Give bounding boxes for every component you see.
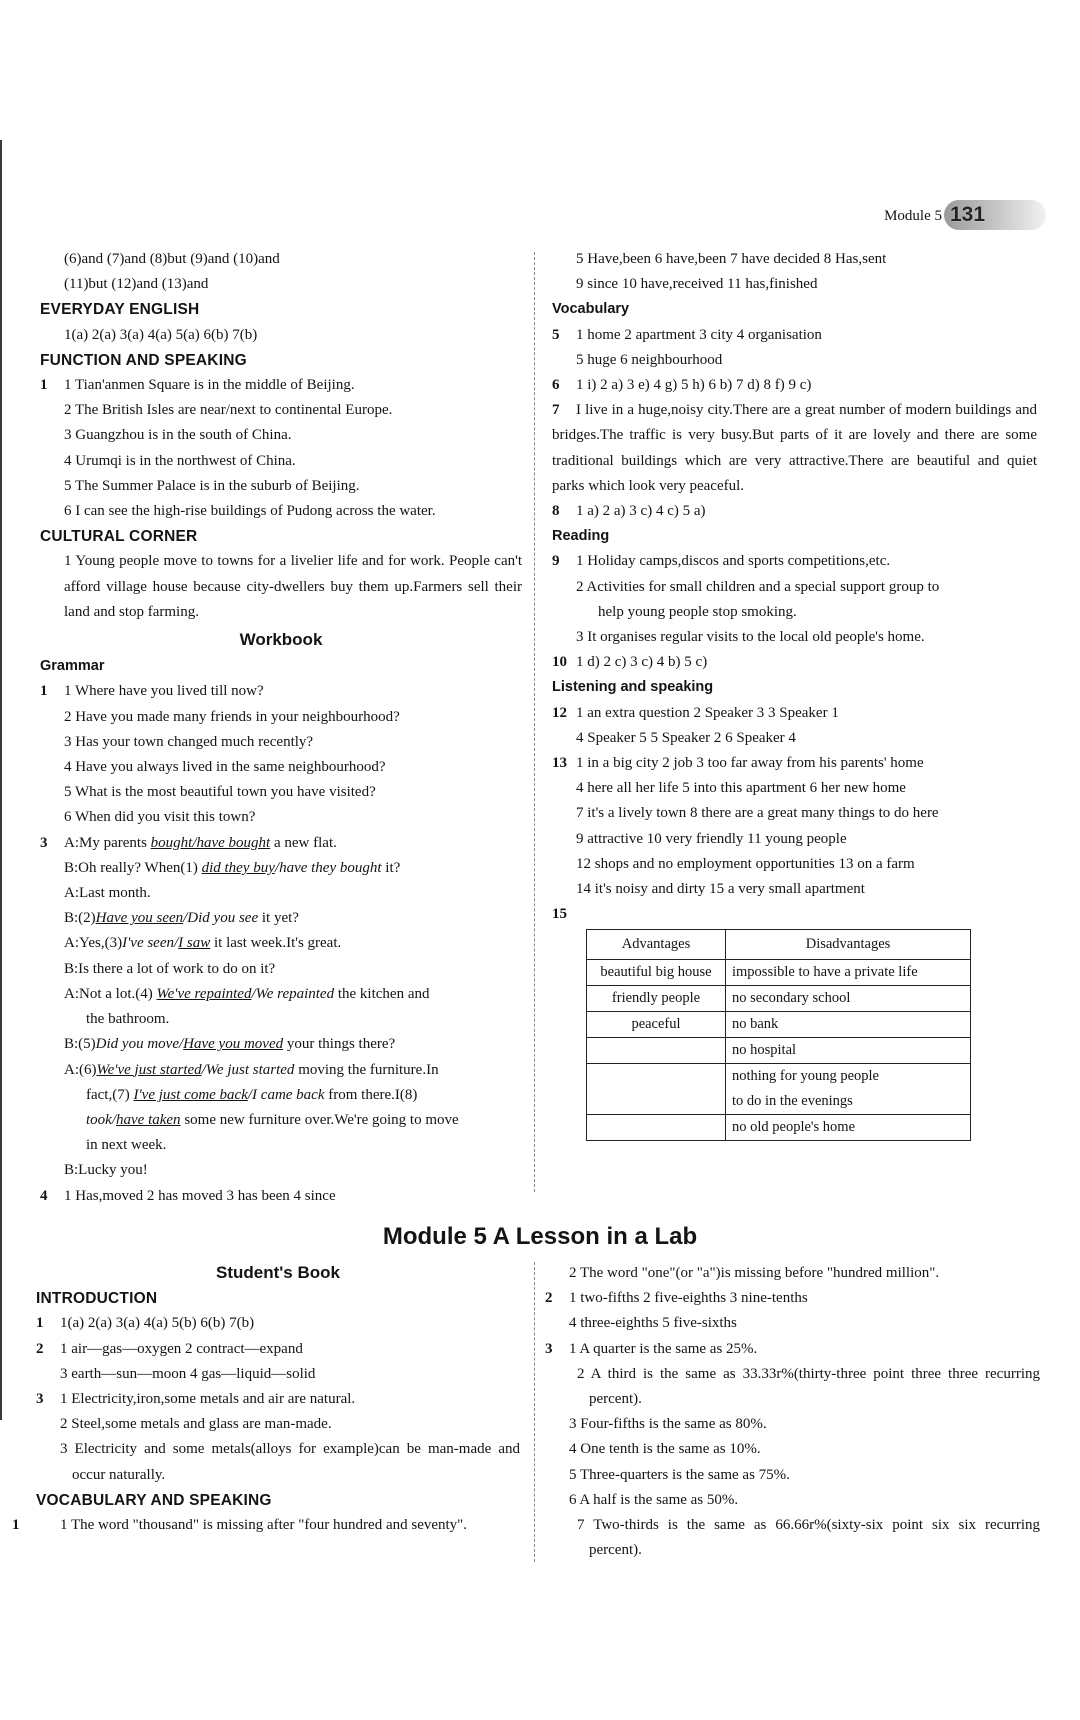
list-item: 2 Have you made many friends in your neighbourhood? bbox=[64, 708, 400, 725]
table-row bbox=[587, 986, 971, 1012]
list-item: 3 It organises regular visits to the local old people's home. bbox=[576, 629, 925, 646]
list-item: 3 earth—sun—moon 4 gas—liquid—solid bbox=[60, 1365, 316, 1382]
table-header-row bbox=[587, 930, 971, 960]
list-item: 2 Steel,some metals and glass are man-made. bbox=[60, 1416, 332, 1433]
list-item: 3 Four-fifths is the same as 80%. bbox=[569, 1416, 767, 1433]
table-cell: peaceful bbox=[587, 1012, 726, 1038]
grammar-continued-line: 9 since 10 have,received 11 has,finished bbox=[576, 276, 818, 293]
dialogue-line: in next week. bbox=[86, 1137, 167, 1154]
table-cell: no bank bbox=[726, 1012, 971, 1038]
table-cell: to do in the evenings bbox=[726, 1089, 971, 1115]
section-heading-vocabulary-speaking: VOCABULARY AND SPEAKING bbox=[36, 1491, 272, 1509]
dialogue-line: A:Last month. bbox=[64, 885, 151, 902]
page-number: 131 bbox=[950, 203, 986, 226]
question-number: 8 bbox=[552, 503, 560, 520]
dialogue-line: A:(6)We've just started/We just started moving the furniture.In bbox=[64, 1061, 439, 1078]
question-number: 15 bbox=[552, 906, 567, 923]
table-cell: impossible to have a private life bbox=[726, 960, 971, 986]
question-number: 3 bbox=[545, 1340, 553, 1357]
list-item: 2 The British Isles are near/next to continental Europe. bbox=[64, 402, 393, 419]
table-cell: beautiful big house bbox=[587, 960, 726, 986]
section-heading-reading: Reading bbox=[552, 528, 610, 545]
list-item: 3 1 Electricity,iron,some metals and air are natural. bbox=[36, 1387, 520, 1412]
question-number: 1 bbox=[36, 1315, 44, 1332]
question-number: 5 bbox=[552, 326, 560, 343]
list-item: 5 Three-quarters is the same as 75%. bbox=[569, 1466, 790, 1483]
list-item: 10 1 d) 2 c) 3 c) 4 b) 5 c) bbox=[552, 650, 1037, 675]
table-cell: no secondary school bbox=[726, 986, 971, 1012]
list-item: 2 A third is the same as 33.33r%(thirty-three point three three recurring percent). bbox=[577, 1365, 1040, 1408]
dialogue-line: B:Is there a lot of work to do on it? bbox=[64, 960, 276, 977]
table-row bbox=[587, 1012, 971, 1038]
list-item: 5 huge 6 neighbourhood bbox=[576, 351, 723, 368]
dialogue-line: A:Yes,(3)I've seen/I saw it last week.It's great. bbox=[64, 935, 342, 952]
question-number: 6 bbox=[552, 377, 560, 394]
dialogue-line: B:Lucky you! bbox=[64, 1162, 148, 1179]
students-book-title: Student's Book bbox=[216, 1263, 340, 1282]
column-divider bbox=[534, 252, 535, 1192]
table-cell bbox=[587, 1115, 726, 1141]
dialogue-line: fact,(7) I've just come back/I came back from there.I(8) bbox=[86, 1086, 418, 1103]
list-item: 2 The word "one"(or "a")is missing before "hundred million". bbox=[569, 1265, 940, 1281]
list-item: 4 here all her life 5 into this apartment 6 her new home bbox=[576, 780, 906, 797]
question-number: 3 bbox=[36, 1391, 44, 1408]
dialogue-line: 3 A:My parents bought/have bought a new flat. bbox=[40, 831, 522, 856]
section-heading-cultural-corner: CULTURAL CORNER bbox=[40, 528, 198, 546]
section-heading-listening: Listening and speaking bbox=[552, 679, 714, 696]
list-item: 12 shops and no employment opportunities 13 on a farm bbox=[576, 855, 915, 872]
list-item: 13 1 in a big city 2 job 3 too far away from his parents' home bbox=[552, 751, 1037, 776]
list-item: 4 Urumqi is in the northwest of China. bbox=[64, 452, 296, 469]
list-item: 2 Activities for small children and a special support group to bbox=[576, 578, 940, 595]
list-item: 2 1 air—gas—oxygen 2 contract—expand bbox=[36, 1337, 520, 1362]
table-row bbox=[587, 1038, 971, 1064]
table-row bbox=[587, 960, 971, 986]
section-heading-introduction: INTRODUCTION bbox=[36, 1290, 158, 1308]
list-item: 5 The Summer Palace is in the suburb of Beijing. bbox=[64, 477, 360, 494]
question-number: 3 bbox=[40, 834, 48, 851]
list-item: 1 1(a) 2(a) 3(a) 4(a) 5(b) 6(b) 7(b) bbox=[36, 1311, 520, 1336]
list-item: 6 1 i) 2 a) 3 e) 4 g) 5 h) 6 b) 7 d) 8 f) 9 c) bbox=[552, 373, 1037, 398]
list-item: 9 1 Holiday camps,discos and sports competitions,etc. bbox=[552, 549, 1037, 574]
table-cell: nothing for young people bbox=[726, 1064, 971, 1090]
dialogue-line: took/have taken some new furniture over.We're going to move bbox=[86, 1111, 459, 1128]
list-item: 3 Electricity and some metals(alloys for example)can be man-made and occur naturally. bbox=[60, 1441, 520, 1483]
dialogue-line: B:Oh really? When(1) did they buy/have they bought it? bbox=[64, 859, 401, 876]
module5-left-column bbox=[12, 1260, 520, 1538]
list-item: 2 1 two-fifths 2 five-eighths 3 nine-tenths bbox=[545, 1286, 1040, 1311]
question-number: 4 bbox=[40, 1187, 48, 1204]
list-item: 4 Have you always lived in the same neighbourhood? bbox=[64, 759, 386, 776]
carryover-line: (11)but (12)and (13)and bbox=[64, 276, 209, 293]
question-number: 13 bbox=[552, 755, 567, 772]
list-item: 14 it's noisy and dirty 15 a very small apartment bbox=[576, 881, 865, 898]
question-number: 1 bbox=[40, 377, 48, 394]
list-item: 6 When did you visit this town? bbox=[64, 809, 256, 826]
module5-right-column bbox=[545, 1261, 1040, 1563]
list-item: 7 Two-thirds is the same as 66.66r%(sixty-six point six six recurring percent). bbox=[577, 1517, 1040, 1559]
page-header bbox=[750, 200, 1080, 234]
list-item: 4 three-eighths 5 five-sixths bbox=[569, 1315, 737, 1332]
section-heading-vocabulary: Vocabulary bbox=[552, 301, 630, 318]
dialogue-line: B:(2)Have you seen/Did you see it yet? bbox=[64, 910, 299, 927]
section-heading-everyday-english: EVERYDAY ENGLISH bbox=[40, 301, 200, 319]
column-header-advantages: Advantages bbox=[587, 930, 726, 960]
table-row bbox=[587, 1115, 971, 1141]
table-cell: no old people's home bbox=[726, 1115, 971, 1141]
list-item: 7 it's a lively town 8 there are a great many things to do here bbox=[576, 805, 939, 822]
list-item: 4 1 Has,moved 2 has moved 3 has been 4 since bbox=[40, 1184, 522, 1209]
list-item: 9 attractive 10 very friendly 11 young people bbox=[576, 830, 847, 847]
question-number: 10 bbox=[552, 654, 567, 671]
dialogue-line: B:(5)Did you move/Have you moved your things there? bbox=[64, 1036, 396, 1053]
grammar-continued-line: 5 Have,been 6 have,been 7 have decided 8 Has,sent bbox=[576, 251, 887, 267]
paragraph-answer: 7 I live in a huge,noisy city.There are a great number of modern buildings and bridges.The traffic is very busy.But parts of it are lovely and there are some traditional buildings which are very attractive.There are beautiful and quiet parks which look very peaceful. bbox=[552, 402, 1037, 494]
question-number: 1 bbox=[40, 683, 48, 700]
table-cell bbox=[587, 1064, 726, 1115]
dialogue-line: A:Not a lot.(4) We've repainted/We repainted the kitchen and bbox=[64, 985, 430, 1002]
question-number: 2 bbox=[545, 1290, 553, 1307]
list-item: 6 A half is the same as 50%. bbox=[569, 1491, 739, 1508]
page-number-badge bbox=[944, 200, 1046, 230]
list-item: 3 1 A quarter is the same as 25%. bbox=[545, 1337, 1040, 1362]
list-item: 1 1 The word "thousand" is missing after "four hundred and seventy". bbox=[36, 1513, 520, 1538]
dialogue-line: the bathroom. bbox=[86, 1011, 170, 1028]
cultural-corner-answer: 1 Young people move to towns for a livelier life and for work. People can't afford village house because city-dwellers buy them up.Farmers sell their land and stop farming. bbox=[64, 553, 522, 620]
column-divider bbox=[534, 1262, 535, 1562]
column-header-disadvantages: Disadvantages bbox=[726, 930, 971, 960]
list-item: 3 Guangzhou is in the south of China. bbox=[64, 427, 292, 444]
list-item: help young people stop smoking. bbox=[598, 603, 797, 620]
list-item: 6 I can see the high-rise buildings of Pudong across the water. bbox=[64, 503, 436, 520]
list-item: 3 Has your town changed much recently? bbox=[64, 733, 314, 750]
running-module-label: Module 5 bbox=[884, 208, 942, 224]
table-cell: no hospital bbox=[726, 1038, 971, 1064]
list-item: 4 One tenth is the same as 10%. bbox=[569, 1441, 761, 1458]
list-item: 5 1 home 2 apartment 3 city 4 organisation bbox=[552, 323, 1037, 348]
everyday-english-answers: 1(a) 2(a) 3(a) 4(a) 5(a) 6(b) 7(b) bbox=[64, 326, 258, 343]
module4-left-column bbox=[40, 247, 522, 1209]
list-item: 1 1 Where have you lived till now? bbox=[40, 679, 522, 704]
workbook-title: Workbook bbox=[239, 630, 323, 650]
table-cell: friendly people bbox=[587, 986, 726, 1012]
list-item: 12 1 an extra question 2 Speaker 3 3 Speaker 1 bbox=[552, 701, 1037, 726]
module4-right-column bbox=[552, 247, 1037, 1141]
list-item: 8 1 a) 2 a) 3 c) 4 c) 5 a) bbox=[552, 499, 1037, 524]
list-item bbox=[552, 902, 1037, 927]
module-title: Module 5 A Lesson in a Lab bbox=[382, 1223, 698, 1250]
list-item: 5 What is the most beautiful town you have visited? bbox=[64, 784, 376, 801]
question-number: 1 bbox=[12, 1517, 20, 1534]
advantages-disadvantages-table bbox=[586, 929, 971, 1141]
section-heading-grammar: Grammar bbox=[40, 658, 105, 675]
list-item: 1 1 Tian'anmen Square is in the middle of Beijing. bbox=[40, 373, 522, 398]
question-number: 12 bbox=[552, 704, 567, 721]
section-heading-function-speaking: FUNCTION AND SPEAKING bbox=[40, 351, 247, 369]
table-cell bbox=[587, 1038, 726, 1064]
carryover-line: (6)and (7)and (8)but (9)and (10)and bbox=[64, 251, 280, 267]
question-number: 9 bbox=[552, 553, 560, 570]
list-item: 4 Speaker 5 5 Speaker 2 6 Speaker 4 bbox=[576, 729, 796, 746]
table-row bbox=[587, 1064, 971, 1090]
question-number: 2 bbox=[36, 1340, 44, 1357]
